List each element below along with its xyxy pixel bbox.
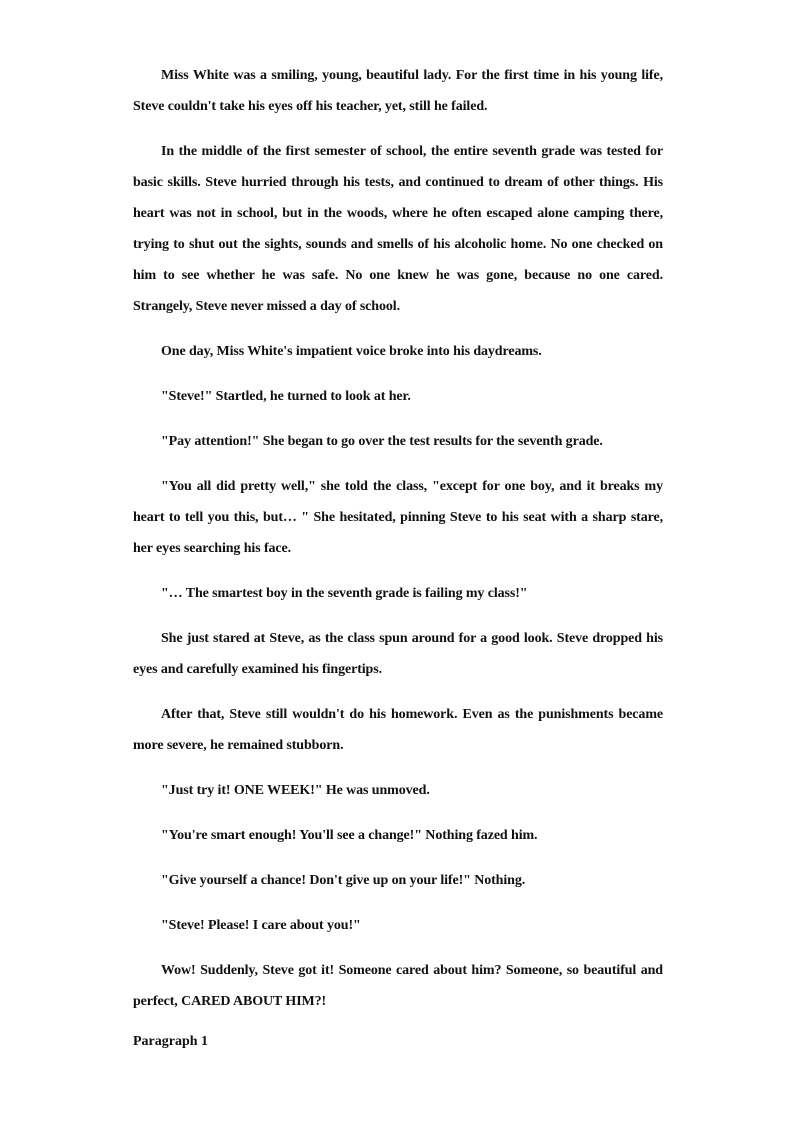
paragraph: "Just try it! ONE WEEK!" He was unmoved. [161,783,430,798]
paragraph: "Steve!" Startled, he turned to look at her. [161,389,411,404]
document-body [133,60,663,1031]
paragraph: "You're smart enough! You'll see a change!" Nothing fazed him. [161,828,538,843]
paragraph: She just stared at Steve, as the class spun around for a good look. Steve dropped his eyes and carefully examined his fingertips. [133,631,663,677]
paragraph: One day, Miss White's impatient voice broke into his daydreams. [161,344,542,359]
paragraph: Miss White was a smiling, young, beautiful lady. For the first time in his young life, Steve couldn't take his eyes off his teacher, yet, still he failed. [133,68,663,114]
paragraph: "Give yourself a chance! Don't give up on your life!" Nothing. [161,873,526,888]
paragraph: "Steve! Please! I care about you!" [161,918,361,933]
paragraph: Wow! Suddenly, Steve got it! Someone cared about him? Someone, so beautiful and perfect, CARED ABOUT HIM?! [133,963,663,1009]
paragraph: "You all did pretty well," she told the class, "except for one boy, and it breaks my heart to tell you this, but… " She hesitated, pinning Steve to his seat with a sharp stare, her eyes searching his face. [133,479,663,556]
paragraph: "Pay attention!" She began to go over the test results for the seventh grade. [161,434,603,449]
paragraph: In the middle of the first semester of school, the entire seventh grade was tested for basic skills. Steve hurried through his tests, and continued to dream of other things. His heart was not in school, but in the woods, where he often escaped alone camping there, trying to shut out the sights, sounds and smells of his alcoholic home. No one checked on him to see whether he was safe. No one knew he was gone, because no one cared. Strangely, Steve never missed a day of school. [133,144,663,314]
paragraph: After that, Steve still wouldn't do his homework. Even as the punishments became more severe, he remained stubborn. [133,707,663,753]
paragraph-label: Paragraph 1 [133,1034,209,1049]
paragraph: "… The smartest boy in the seventh grade is failing my class!" [161,586,528,601]
